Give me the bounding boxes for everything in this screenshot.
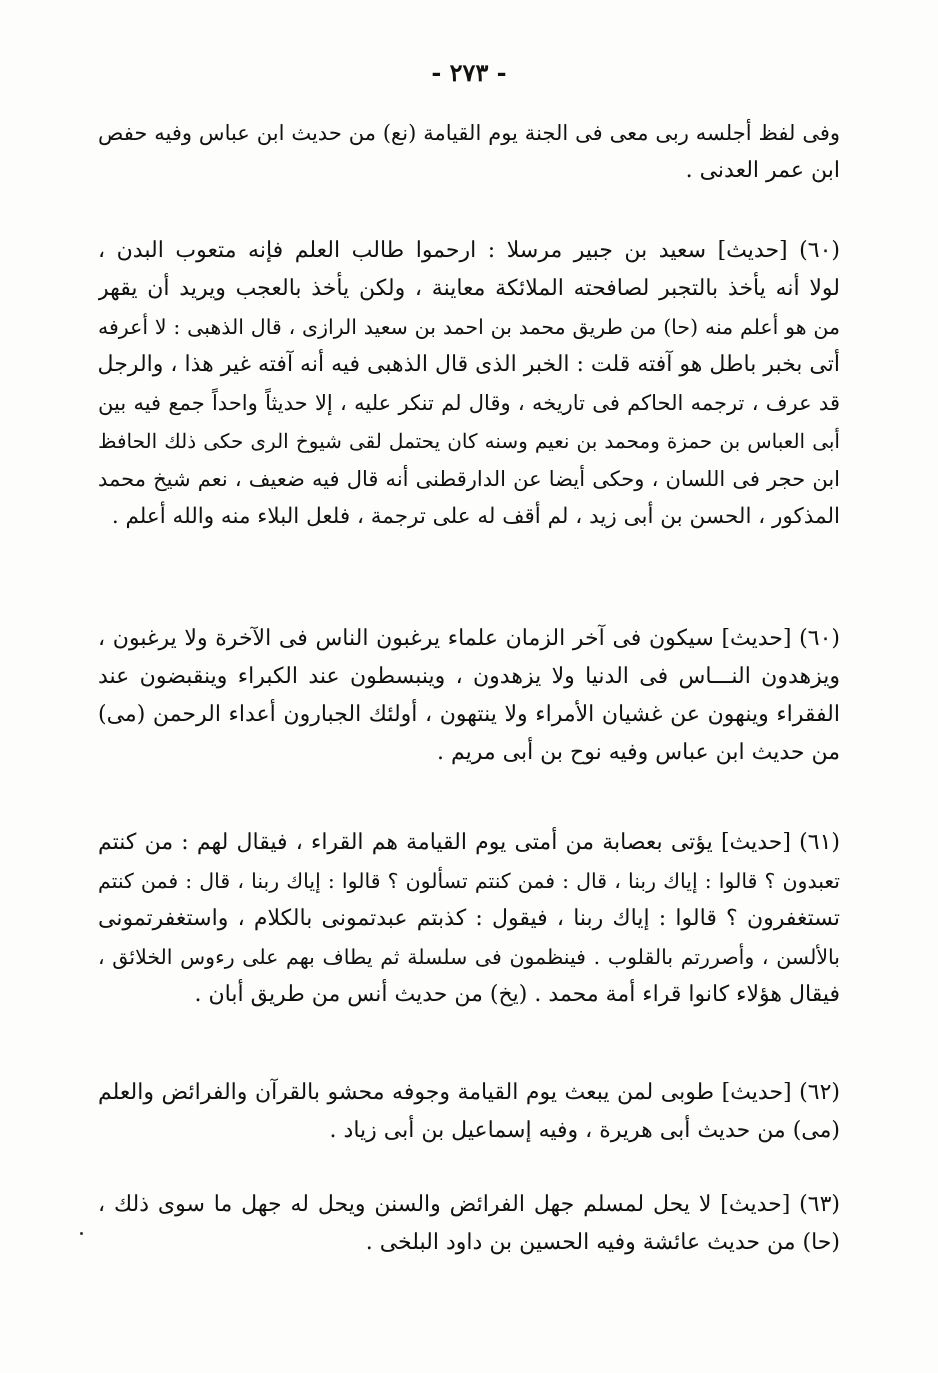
text-line: فيقال هؤلاء كانوا قراء أمة محمد . (يخ) من حديث أنس من طريق أبان . — [194, 982, 840, 1007]
text-line: ويزهدون النـــاس فى الدنيا ولا يزهدون ، وينبسطون عند الكبراء وينقبضون عند — [98, 664, 840, 689]
text-line: تستغفرون ؟ قالوا : إياك ربنا ، فيقول : كذبتم عبدتمونى بالكلام ، واستغفرتمونى — [98, 906, 840, 931]
hadith-60-ibn-jubayr — [98, 232, 840, 536]
text-line: الفقراء وينهون عن غشيان الأمراء ولا ينتهون ، أولئك الجبارون أعداء الرحمن (مى) — [98, 702, 840, 727]
text-line: بالألسن ، وأصررتم بالقلوب . فينظمون فى سلسلة ثم يطاف بهم على رءوس الخلائق ، — [98, 945, 840, 969]
text-line: أبى العباس بن حمزة ومحمد بن نعيم وسنه كان يحتمل لقى شيوخ الرى حكى ذلك الحافظ — [98, 429, 840, 453]
text-line: المذكور ، الحسن بن أبى زيد ، لم أقف له على ترجمة ، فلعل البلاء منه والله أعلم . — [111, 504, 840, 529]
text-line: ابن عمر العدنى . — [685, 158, 840, 183]
paragraph-1 — [98, 114, 840, 190]
text-line: (٦١) [حديث] يؤتى بعصابة من أمتى يوم القيامة هم القراء ، فيقال لهم : من كنتم — [98, 830, 840, 855]
text-line: قد عرف ، ترجمه الحاكم فى تاريخه ، وقال لم تنكر عليه ، إلا حديثاً واحداً جمع فيه بين — [98, 391, 840, 415]
text-line: وفى لفظ أجلسه ربى معى فى الجنة يوم القيامة (نع) من حديث ابن عباس وفيه حفص — [98, 121, 840, 145]
text-line: ابن حجر فى اللسان ، وحكى أيضا عن الدارقطنى أنه قال فيه ضعيف ، نعم شيخ محمد — [98, 467, 840, 491]
text-line: (حا) من حديث عائشة وفيه الحسين بن داود البلخى . — [365, 1230, 840, 1255]
hadith-61-reciters — [98, 824, 840, 1014]
text-line: لولا أنه يأخذ بالتجبر لصافحته الملائكة معاينة ، ولكن يأخذ بالعجب ويريد أن يقهر — [98, 276, 840, 301]
text-line: (مى) من حديث أبى هريرة ، وفيه إسماعيل بن أبى زياد . — [329, 1118, 840, 1143]
page-number: - ٢٧٣ - — [431, 58, 507, 87]
text-line: من حديث ابن عباس وفيه نوح بن أبى مريم . — [436, 740, 840, 765]
text-line: (٦٠) [حديث] سعيد بن جبير مرسلا : ارحموا طالب العلم فإنه متعوب البدن ، — [98, 238, 840, 263]
text-line: (٦٠) [حديث] سيكون فى آخر الزمان علماء يرغبون الناس فى الآخرة ولا يرغبون ، — [98, 626, 840, 651]
text-line: أتى بخبر باطل هو آفته قلت : الخبر الذى قال الذهبى فيه أنه آفته غير هذا ، والرجل — [98, 352, 840, 377]
text-line: (٦٣) [حديث] لا يحل لمسلم جهل الفرائض والسنن ويحل له جهل ما سوى ذلك ، — [98, 1192, 840, 1217]
ink-speck — [80, 1232, 83, 1235]
hadith-60-end-of-time-scholars — [98, 620, 840, 772]
hadith-62-tuba — [98, 1074, 840, 1150]
text-line: تعبدون ؟ قالوا : إياك ربنا ، قال : فمن كنتم تسألون ؟ قالوا : إياك ربنا ، قال : فمن كنتم — [98, 869, 840, 893]
hadith-63-faraid — [98, 1186, 840, 1262]
text-line: (٦٢) [حديث] طوبى لمن يبعث يوم القيامة وجوفه محشو بالقرآن والفرائض والعلم — [98, 1080, 840, 1105]
text-line: من هو أعلم منه (حا) من طريق محمد بن احمد بن سعيد الرازى ، قال الذهبى : لا أعرفه — [98, 315, 840, 339]
